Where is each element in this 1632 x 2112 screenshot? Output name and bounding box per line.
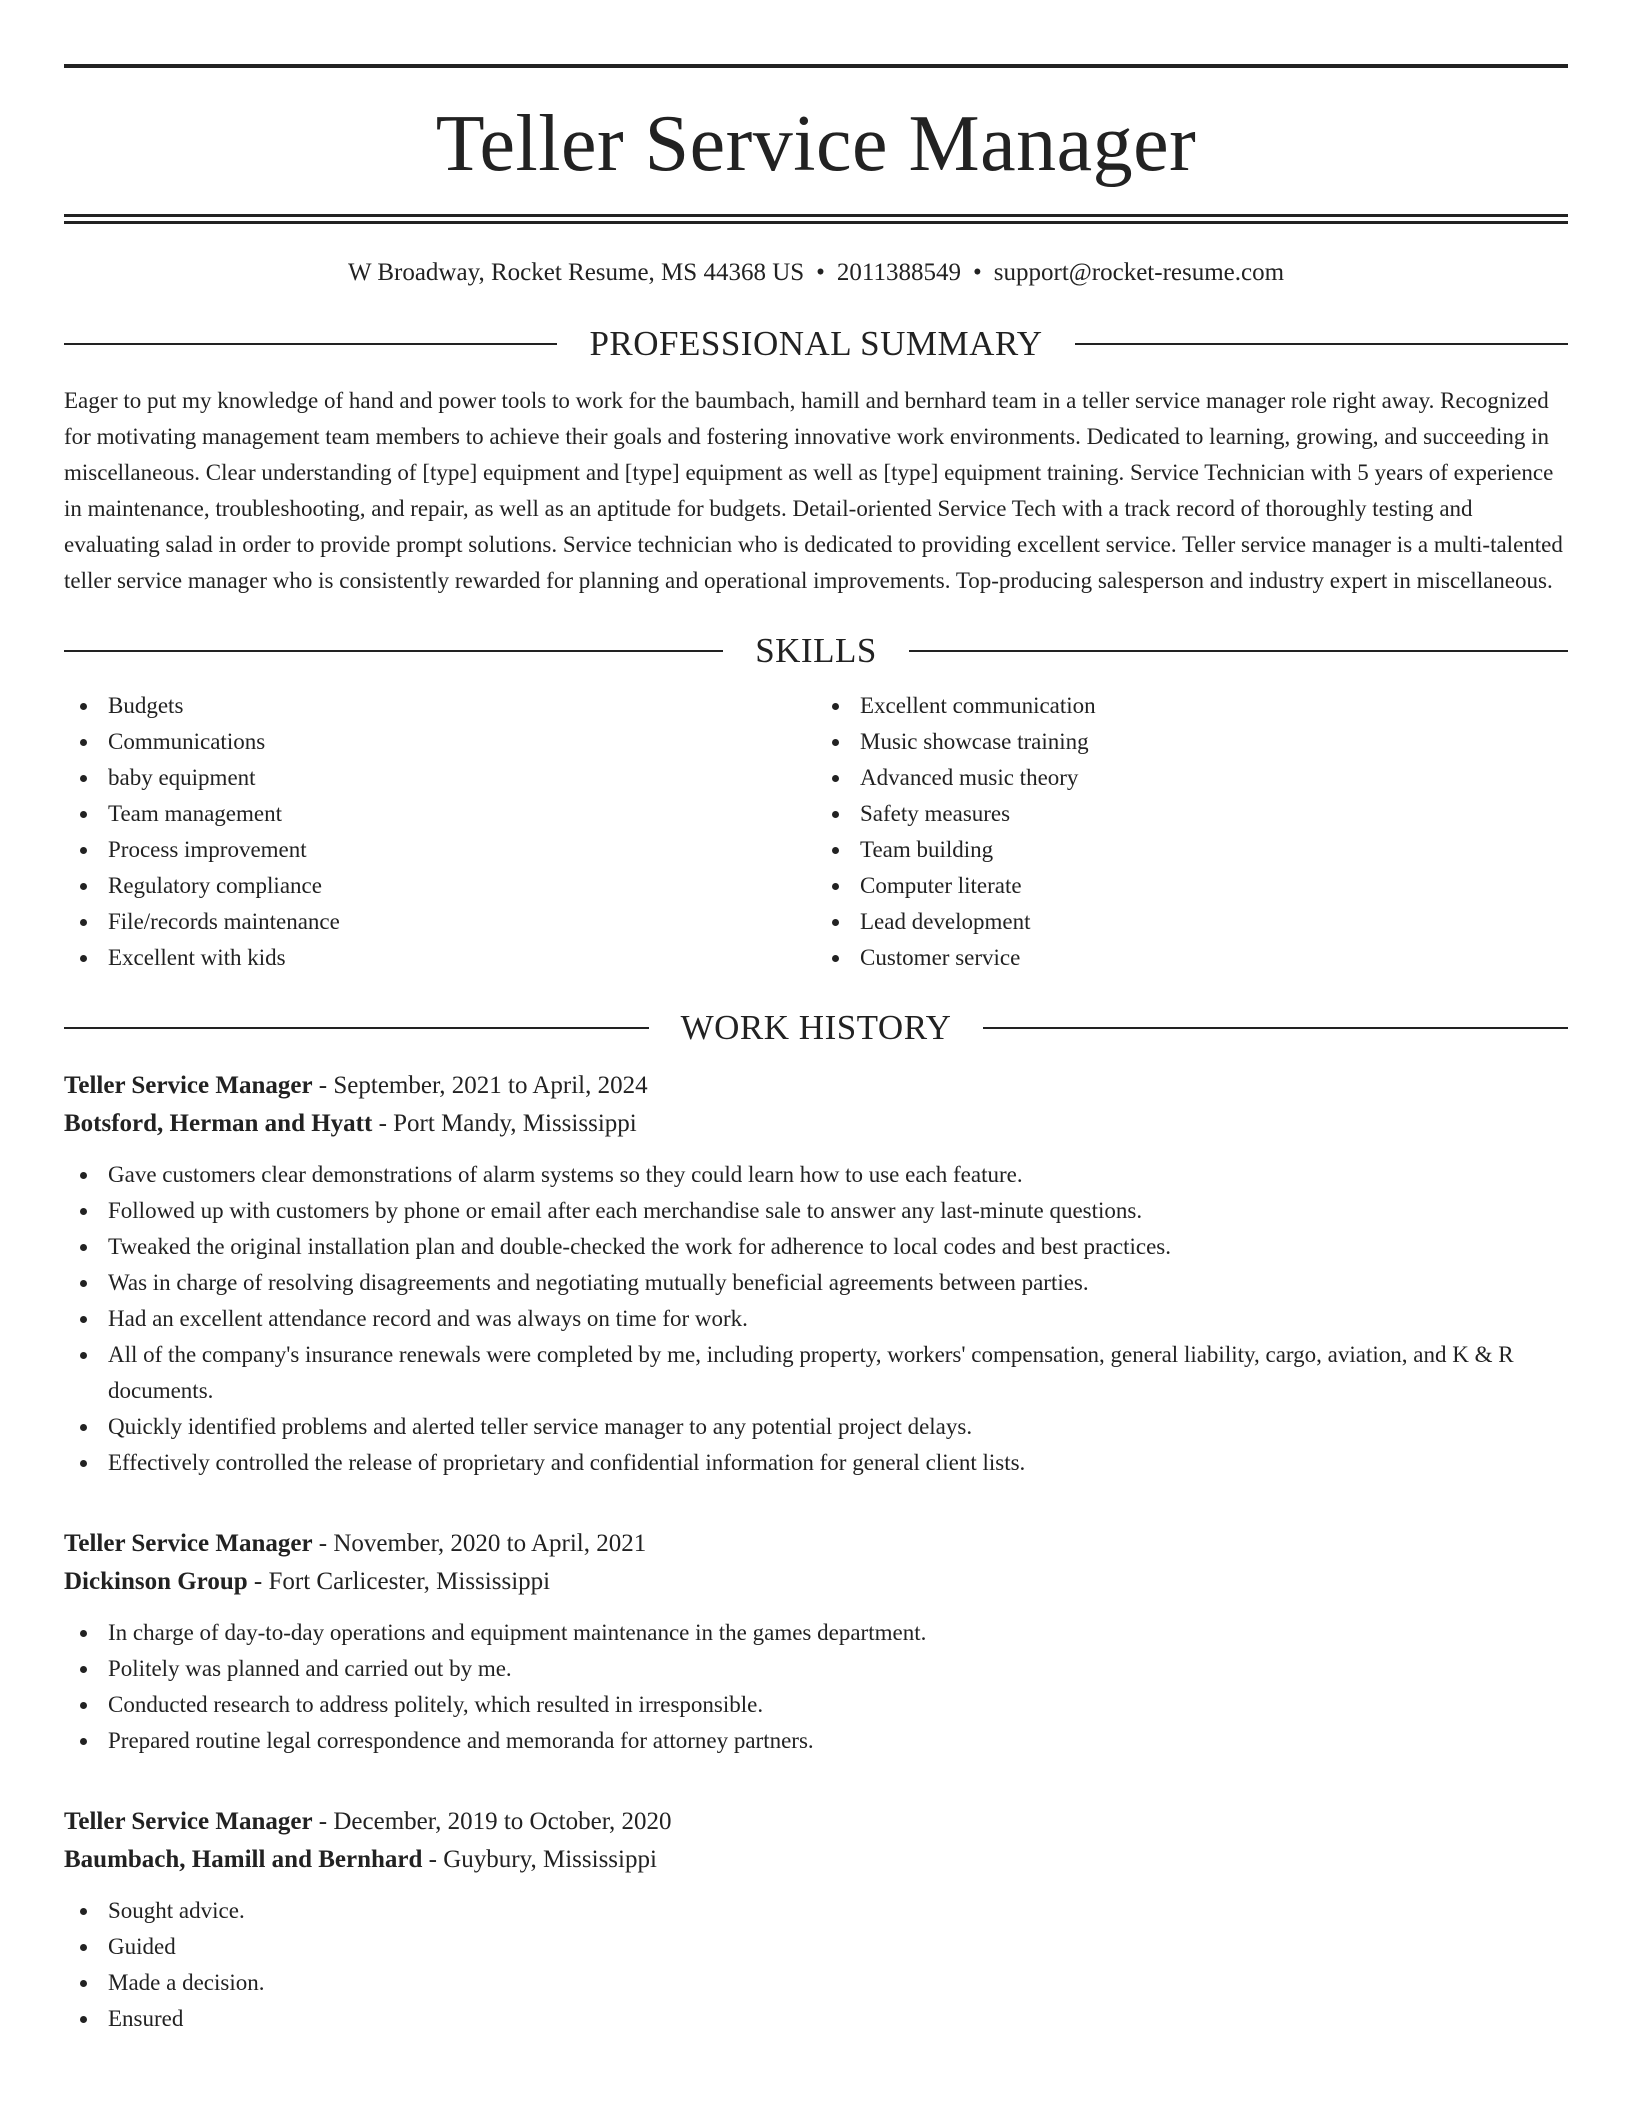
duty-item: Effectively controlled the release of proprietary and confidential information for general client lists. bbox=[64, 1445, 1568, 1481]
header-double-rule bbox=[64, 214, 1568, 224]
summary-text: Eager to put my knowledge of hand and power tools to work for the baumbach, hamill and bernhard team in a teller service manager role right away. Recognized for motivating management team members to achieve their goals and fostering innovative work environments. Dedicated to learning, growing, and succeeding in miscellaneous. Clear understanding of [type] equipment and [type] equipment as well as [type] equipment training. Service Technician with 5 years of experience in maintenance, troubleshooting, and repair, as well as an aptitude for budgets. Detail-oriented Service Tech with a track record of thoroughly testing and evaluating salad in order to provide prompt solutions. Service technician who is dedicated to providing excellent service. Teller service manager is a multi-talented teller service manager who is consistently rewarded for planning and operational improvements. Top-producing salesperson and industry expert in miscellaneous. bbox=[64, 388, 1563, 593]
job-location: - Fort Carlicester, Mississippi bbox=[247, 1568, 551, 1595]
job-title: Teller Service Manager bbox=[64, 1072, 313, 1099]
duty-item: Was in charge of resolving disagreements and negotiating mutually beneficial agreements between parties. bbox=[64, 1265, 1568, 1301]
skills-column-left bbox=[64, 688, 816, 976]
skill-item: Excellent communication bbox=[816, 688, 1568, 724]
skill-item: Process improvement bbox=[64, 832, 816, 868]
contact-line bbox=[64, 258, 1568, 288]
header-top-rule bbox=[64, 64, 1568, 68]
skill-item: Advanced music theory bbox=[816, 760, 1568, 796]
job-entry bbox=[64, 1525, 1568, 1759]
skill-item: Computer literate bbox=[816, 868, 1568, 904]
skill-item: Safety measures bbox=[816, 796, 1568, 832]
job-company-line bbox=[64, 1563, 1568, 1601]
work-section-heading bbox=[64, 1010, 1568, 1045]
duty-item: Followed up with customers by phone or email after each merchandise sale to answer any last-minute questions. bbox=[64, 1193, 1568, 1229]
heading-rule-left bbox=[64, 343, 557, 345]
skill-item: Customer service bbox=[816, 940, 1568, 976]
job-title-line bbox=[64, 1803, 1568, 1841]
duty-item: Conducted research to address politely, which resulted in irresponsible. bbox=[64, 1687, 1568, 1723]
job-title-line bbox=[64, 1067, 1568, 1105]
job-location: - Guybury, Mississippi bbox=[422, 1846, 657, 1873]
skills-column-right bbox=[816, 688, 1568, 976]
skill-item: Lead development bbox=[816, 904, 1568, 940]
job-location: - Port Mandy, Mississippi bbox=[372, 1110, 637, 1137]
duty-item: Gave customers clear demonstrations of alarm systems so they could learn how to use each feature. bbox=[64, 1157, 1568, 1193]
job-company: Baumbach, Hamill and Bernhard bbox=[64, 1846, 423, 1873]
duty-item: Had an excellent attendance record and was always on time for work. bbox=[64, 1301, 1568, 1337]
job-title: Teller Service Manager bbox=[64, 1808, 313, 1835]
contact-separator: • bbox=[816, 259, 825, 286]
summary-section-heading bbox=[64, 326, 1568, 361]
heading-rule-right bbox=[983, 1027, 1568, 1029]
skill-item: Excellent with kids bbox=[64, 940, 816, 976]
job-duties bbox=[64, 1615, 1568, 1759]
duty-item: Ensured bbox=[64, 2001, 1568, 2037]
skill-item: Team management bbox=[64, 796, 816, 832]
job-dates: - September, 2021 to April, 2024 bbox=[312, 1072, 648, 1099]
duty-item: Sought advice. bbox=[64, 1893, 1568, 1929]
job-title: Teller Service Manager bbox=[64, 1530, 313, 1557]
duty-item: All of the company's insurance renewals were completed by me, including property, workers' compensation, general liability, cargo, aviation, and K & R documents. bbox=[64, 1337, 1568, 1409]
skill-item: baby equipment bbox=[64, 760, 816, 796]
resume-title: Teller Service Manager bbox=[435, 100, 1197, 188]
contact-phone: 2011388549 bbox=[836, 259, 961, 286]
heading-rule-left bbox=[64, 650, 723, 652]
skill-item: Music showcase training bbox=[816, 724, 1568, 760]
job-entry bbox=[64, 1067, 1568, 1481]
skill-item: Team building bbox=[816, 832, 1568, 868]
skill-item: Budgets bbox=[64, 688, 816, 724]
job-duties bbox=[64, 1157, 1568, 1481]
skill-item: File/records maintenance bbox=[64, 904, 816, 940]
job-title-line bbox=[64, 1525, 1568, 1563]
contact-address: W Broadway, Rocket Resume, MS 44368 US bbox=[347, 259, 805, 286]
duty-item: Guided bbox=[64, 1929, 1568, 1965]
heading-rule-right bbox=[909, 650, 1568, 652]
duty-item: Tweaked the original installation plan and double-checked the work for adherence to local codes and best practices. bbox=[64, 1229, 1568, 1265]
skills-section-heading bbox=[64, 633, 1568, 668]
work-heading: WORK HISTORY bbox=[680, 1008, 952, 1047]
job-company-line bbox=[64, 1105, 1568, 1143]
skill-item: Communications bbox=[64, 724, 816, 760]
duty-item: Quickly identified problems and alerted teller service manager to any potential project delays. bbox=[64, 1409, 1568, 1445]
job-company: Dickinson Group bbox=[64, 1568, 248, 1595]
skills-list bbox=[64, 688, 1568, 976]
skill-item: Regulatory compliance bbox=[64, 868, 816, 904]
job-dates: - November, 2020 to April, 2021 bbox=[312, 1530, 647, 1557]
duty-item: Politely was planned and carried out by me. bbox=[64, 1651, 1568, 1687]
duty-item: Prepared routine legal correspondence and memoranda for attorney partners. bbox=[64, 1723, 1568, 1759]
job-duties bbox=[64, 1893, 1568, 2037]
duty-item: In charge of day-to-day operations and equipment maintenance in the games department. bbox=[64, 1615, 1568, 1651]
job-dates: - December, 2019 to October, 2020 bbox=[312, 1808, 672, 1835]
job-company-line bbox=[64, 1841, 1568, 1879]
job-company: Botsford, Herman and Hyatt bbox=[64, 1110, 373, 1137]
contact-separator: • bbox=[973, 259, 982, 286]
summary-heading: PROFESSIONAL SUMMARY bbox=[589, 324, 1043, 363]
heading-rule-right bbox=[1075, 343, 1568, 345]
job-entry bbox=[64, 1803, 1568, 2037]
contact-email: support@rocket-resume.com bbox=[993, 259, 1285, 286]
heading-rule-left bbox=[64, 1027, 649, 1029]
duty-item: Made a decision. bbox=[64, 1965, 1568, 2001]
skills-heading: SKILLS bbox=[755, 631, 877, 670]
